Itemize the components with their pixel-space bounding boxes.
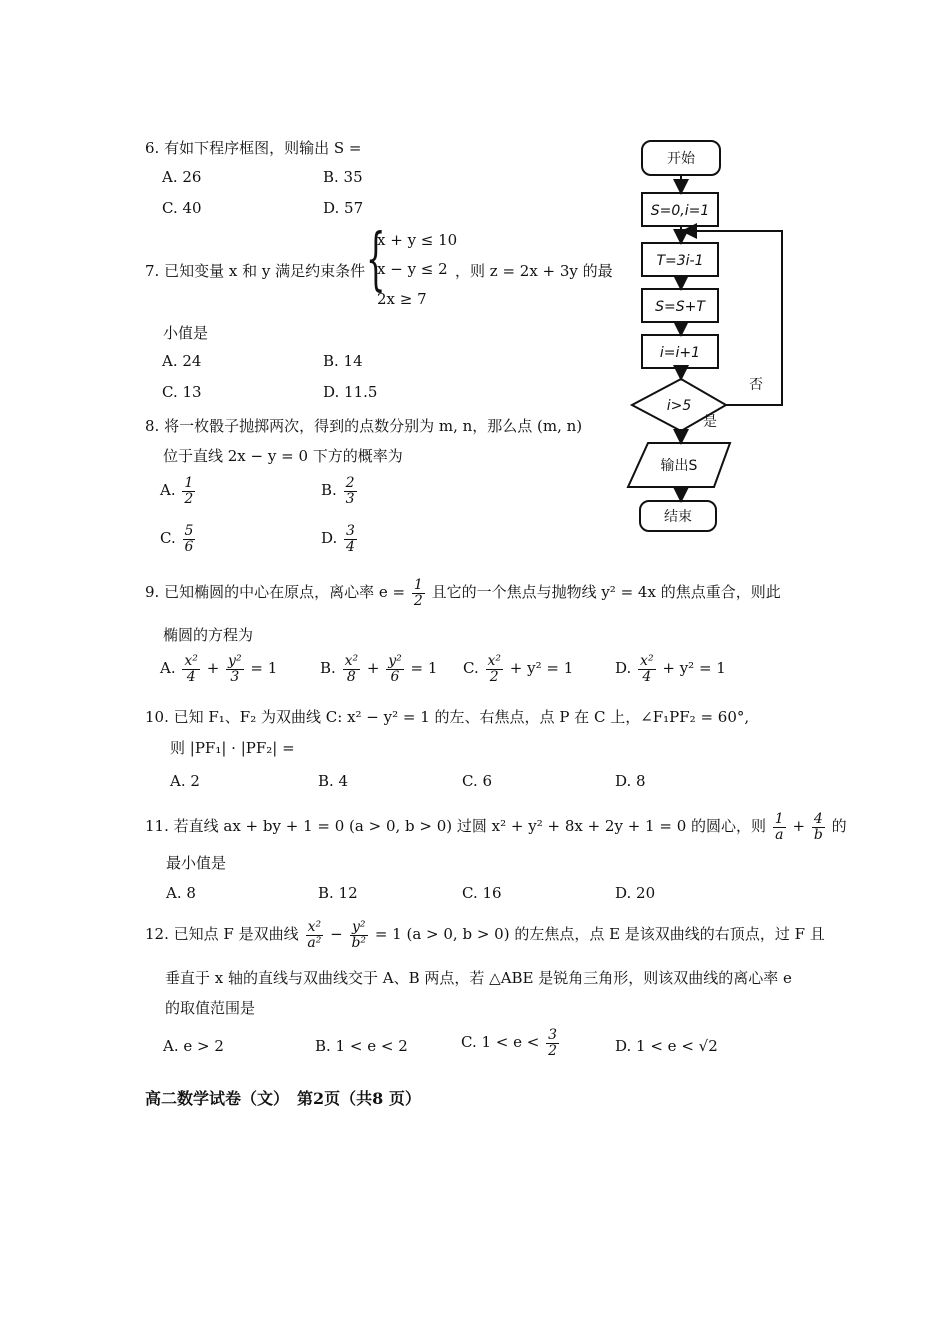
flowchart-init-text: S=0,i=1: [650, 203, 710, 219]
q11-f1-num: 1: [774, 811, 784, 827]
q8-option-d-num: 3: [346, 523, 355, 539]
q11-option-b: B. 12: [318, 884, 358, 902]
q11-fraction-2: [812, 812, 825, 842]
q9-b-t1-num: x²: [344, 653, 359, 669]
q12-option-c-text: C. 1 < e <: [461, 1033, 540, 1052]
flowchart-start-text: 开始: [667, 151, 695, 167]
q12-h2-den: b²: [351, 934, 367, 951]
q11-fraction-1: [773, 812, 786, 842]
q6-option-c: C. 40: [162, 199, 202, 217]
q9-a-t2-den: 3: [230, 668, 240, 685]
q9-eccentricity-fraction: [412, 578, 425, 608]
q9-option-d-term1: [638, 654, 656, 684]
page-footer: 高二数学试卷（文） 第2页（共8 页）: [145, 1089, 421, 1108]
q8-option-d-den: 4: [346, 538, 355, 555]
q11-plus: +: [792, 817, 806, 836]
q9-option-d: [615, 654, 726, 684]
q8-option-a-den: 2: [184, 490, 194, 507]
q9-option-b-term1: [343, 654, 361, 684]
q12-option-c-fraction: [546, 1028, 559, 1058]
q8-option-b-num: 2: [345, 475, 355, 491]
q12-h1-num: x²: [307, 919, 322, 935]
flowchart-no-label: 否: [749, 377, 763, 393]
q8-stem-line2: 位于直线 2x − y = 0 下方的概率为: [163, 447, 403, 465]
flowchart-output-text: 输出S: [660, 458, 698, 474]
q9-option-c-term1: [486, 654, 504, 684]
flowchart-end-text: 结束: [664, 509, 692, 525]
q9-option-b-term2: [386, 654, 404, 684]
q12-c-den: 2: [548, 1042, 558, 1059]
q7-brace: {: [366, 220, 386, 299]
q9-option-d-label: D.: [615, 659, 632, 678]
q8-option-a: [160, 476, 197, 506]
flowchart-step1-text: T=3i-1: [656, 253, 704, 269]
q9-b-t2-num: y²: [388, 653, 402, 669]
q6-option-b: B. 35: [323, 168, 363, 186]
q9-option-b: [320, 654, 437, 684]
q11-stem-line2: 最小值是: [166, 854, 227, 872]
q12-stem: [145, 920, 825, 950]
q8-option-c-label: C.: [160, 529, 176, 548]
q11-option-c: C. 16: [462, 884, 502, 902]
q11-f2-num: 4: [813, 811, 823, 827]
flowchart-yes-label: 是: [703, 414, 717, 430]
q9-a-t2-num: y²: [228, 653, 242, 669]
q9-c-op: +: [509, 659, 523, 678]
q9-c-t1-den: 2: [489, 668, 499, 685]
q12-stem-part1: 12. 已知点 F 是双曲线: [145, 925, 299, 944]
q8-stem: 8. 将一枚骰子抛掷两次，得到的点数分别为 m, n，那么点 (m, n): [145, 417, 583, 435]
q10-option-c: C. 6: [462, 772, 493, 790]
q11-f2-den: b: [813, 826, 823, 843]
q12-hyperbola-term1: [305, 920, 323, 950]
flowchart-condition-text: i>5: [666, 398, 692, 414]
q9-b-t2-den: 6: [390, 668, 400, 685]
q7-stem-objective: ，则 z = 2x + 3y 的最: [455, 262, 613, 280]
q7-stem: 7. 已知变量 x 和 y 满足约束条件: [145, 262, 366, 280]
q7-option-d: D. 11.5: [323, 383, 378, 401]
q11-stem-part1: 11. 若直线 ax + by + 1 = 0 (a > 0, b > 0) 过圆 x² + y² + 8x + 2y + 1 = 0 的圆心，则: [145, 817, 767, 836]
q12-minus: −: [330, 925, 343, 944]
q12-stem-line2: 垂直于 x 轴的直线与双曲线交于 A、B 两点，若 △ABE 是锐角三角形，则该双曲线的离心率 e: [165, 969, 792, 987]
q9-stem-part2: 且它的一个焦点与抛物线 y² = 4x 的焦点重合，则此: [431, 583, 781, 602]
q7-option-c: C. 13: [162, 383, 202, 401]
q8-option-d-label: D.: [321, 529, 338, 548]
q12-h1-den: a²: [307, 934, 322, 951]
q8-option-c-num: 5: [184, 523, 194, 539]
q12-h2-num: y²: [351, 919, 366, 935]
q9-stem-part1: 9. 已知椭圆的中心在原点，离心率 e =: [145, 583, 406, 602]
q7-constraint-1: x + y ≤ 10: [377, 231, 458, 249]
flowchart: [620, 135, 820, 535]
q8-option-d-fraction: [344, 524, 357, 554]
q7-stem-end: 小值是: [163, 324, 209, 342]
q10-option-d: D. 8: [615, 772, 646, 790]
q9-e-num: 1: [413, 577, 423, 593]
q12-hyperbola-term2: [349, 920, 368, 950]
q8-option-a-num: 1: [184, 475, 194, 491]
q11-stem: [145, 812, 847, 842]
q9-option-a-term2: [226, 654, 244, 684]
q6-option-a: A. 26: [162, 168, 202, 186]
q9-option-c: [463, 654, 573, 684]
q12-stem-part2: = 1 (a > 0, b > 0) 的左焦点，点 E 是该双曲线的右顶点，过 F 且: [374, 925, 825, 944]
q9-e-den: 2: [413, 592, 423, 609]
q9-b-rest: = 1: [410, 659, 438, 678]
flowchart-step3-text: i=i+1: [659, 345, 701, 361]
q9-option-a: [160, 654, 277, 684]
q8-option-a-fraction: [182, 476, 195, 506]
q9-d-op: +: [662, 659, 675, 678]
q9-stem-line2: 椭圆的方程为: [163, 626, 254, 644]
q7-option-a: A. 24: [162, 352, 202, 370]
q12-option-c: [461, 1028, 561, 1058]
q9-option-c-label: C.: [463, 659, 479, 678]
q9-option-a-label: A.: [160, 659, 176, 678]
q9-a-t1-num: x²: [184, 653, 198, 669]
q6-option-d: D. 57: [323, 199, 364, 217]
q8-option-b: [321, 476, 359, 506]
q8-option-b-label: B.: [321, 481, 337, 500]
q7-constraint-3: 2x ≥ 7: [377, 290, 427, 308]
q9-stem: [145, 578, 781, 608]
q12-option-a: A. e > 2: [163, 1037, 224, 1055]
q11-option-a: A. 8: [166, 884, 196, 902]
q10-stem-line2: 则 |PF₁| · |PF₂| =: [170, 739, 295, 757]
q10-option-a: A. 2: [170, 772, 200, 790]
q9-d-rest: y² = 1: [679, 659, 726, 678]
q9-a-rest: = 1: [250, 659, 278, 678]
q12-c-num: 3: [548, 1027, 558, 1043]
q10-option-b: B. 4: [318, 772, 349, 790]
q8-option-a-label: A.: [160, 481, 176, 500]
q8-option-b-den: 3: [345, 490, 355, 507]
q7-option-b: B. 14: [323, 352, 363, 370]
q8-option-c: [160, 524, 197, 554]
q9-option-a-term1: [182, 654, 200, 684]
q8-option-c-fraction: [183, 524, 196, 554]
q8-option-c-den: 6: [184, 538, 194, 555]
q8-option-d: [321, 524, 359, 554]
flowchart-step2-text: S=S+T: [655, 299, 705, 315]
q6-stem: 6. 有如下程序框图，则输出 S =: [145, 139, 362, 157]
q9-d-t1-num: x²: [640, 653, 654, 669]
q9-a-t1-den: 4: [186, 668, 196, 685]
q11-option-d: D. 20: [615, 884, 656, 902]
q10-stem: 10. 已知 F₁、F₂ 为双曲线 C: x² − y² = 1 的左、右焦点，点 P 在 C 上，∠F₁PF₂ = 60°,: [145, 708, 750, 726]
q9-d-t1-den: 4: [642, 668, 652, 685]
q9-option-b-label: B.: [320, 659, 336, 678]
q12-option-b: B. 1 < e < 2: [315, 1037, 408, 1055]
q12-stem-line3: 的取值范围是: [165, 999, 256, 1017]
q8-option-b-fraction: [344, 476, 357, 506]
q7-constraint-2: x − y ≤ 2: [377, 260, 448, 278]
q12-option-d: D. 1 < e < √2: [615, 1037, 718, 1055]
q11-stem-tail: 的: [831, 817, 847, 836]
q9-c-rest: y² = 1: [527, 659, 574, 678]
q9-c-t1-num: x²: [487, 653, 502, 669]
q9-b-t1-den: 8: [346, 668, 356, 685]
q11-f1-den: a: [775, 826, 784, 843]
q9-b-op: +: [366, 659, 380, 678]
q9-a-op: +: [206, 659, 220, 678]
